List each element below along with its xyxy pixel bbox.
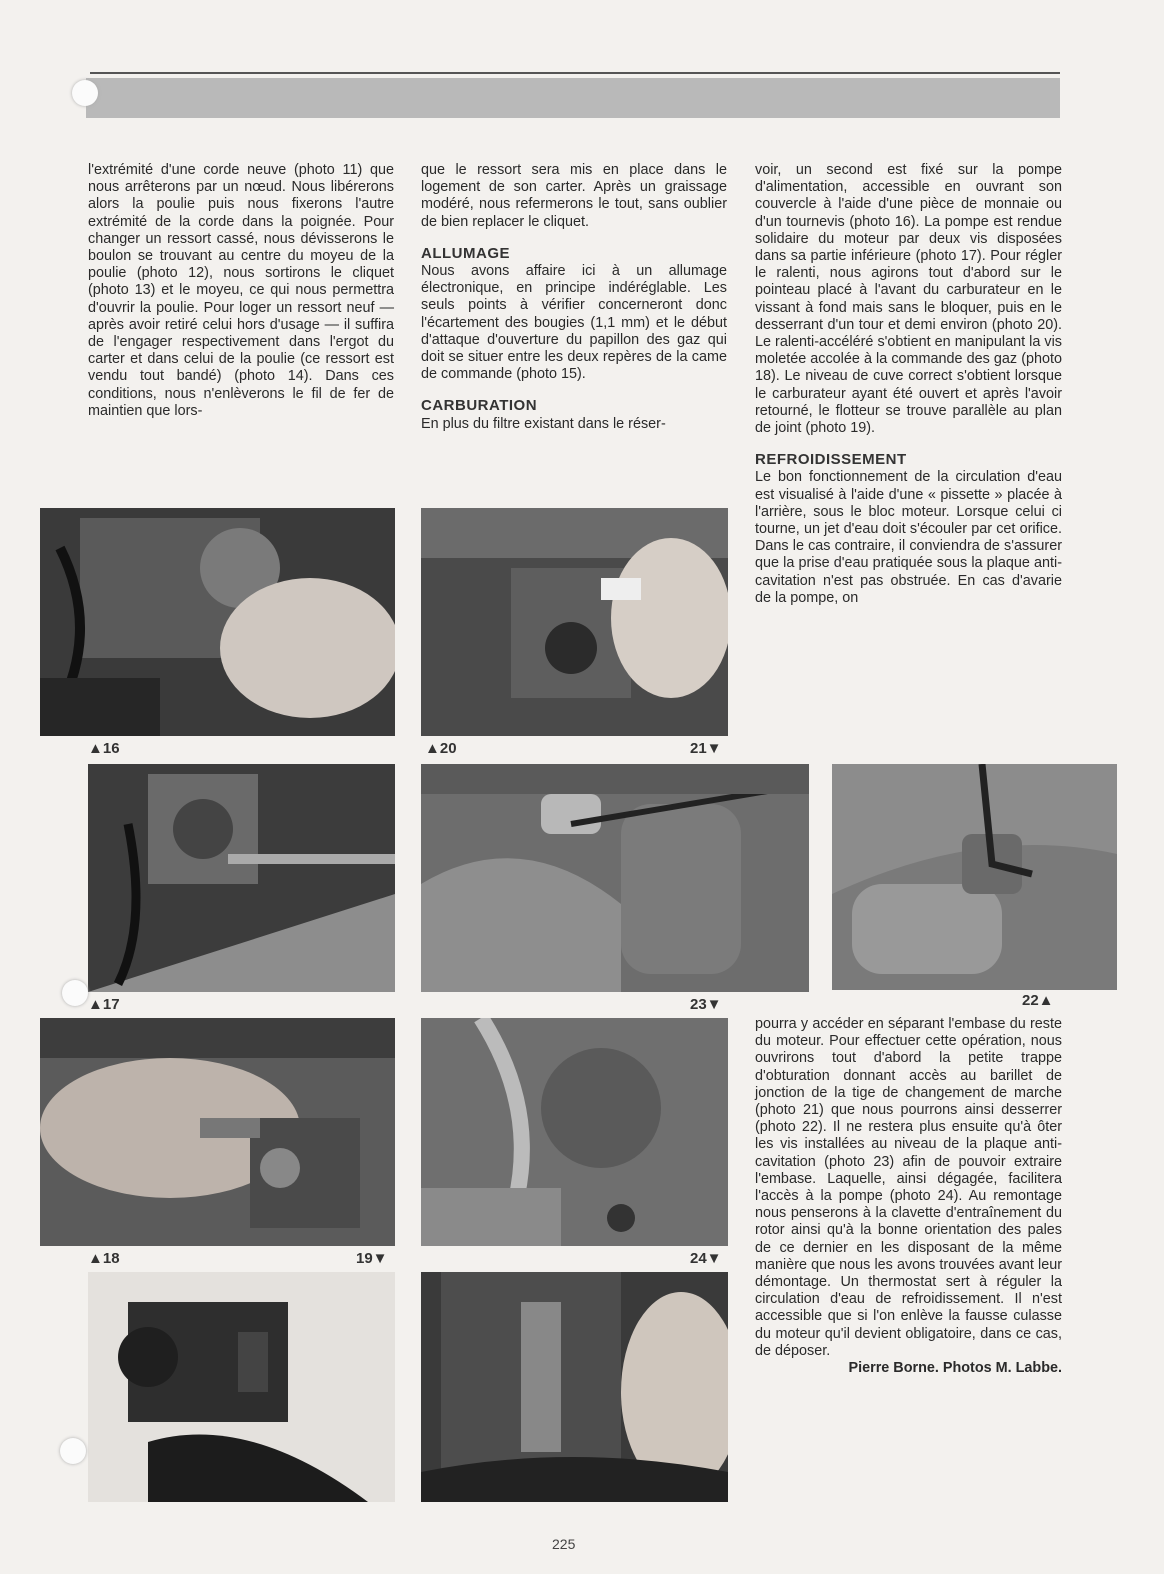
paragraph-middle-2: Nous avons affaire ici à un allumage électronique, en principe indéréglable. Les seuls points à vérifier concerneront donc l'écartement des bougies (1,1 mm) et le début d'attaque d'ouverture du papillon des gaz qui doit se situer entre les deux repères de la came de commande (photo 15). [421, 263, 727, 383]
photo-24 [421, 1018, 728, 1246]
heading-carburation: CARBURATION [421, 397, 538, 415]
photo-16 [40, 508, 395, 736]
paragraph-right-3: pourra y accéder en séparant l'embase du reste du moteur. Pour effectuer cette opération, nous ouvrirons tout d'abord la petite trappe d'obturation donnant accès au barillet de jonction de la tige de changement de marche (photo 21) que nous pourrons ainsi desserrer (photo 22). Il ne restera plus ensuite qu'à ôter les vis installées au niveau de la plaque anti-cavitation (photo 23) afin de pouvoir extraire l'embase. Laquelle, ainsi dégagée, facilitera l'accès à la pompe (photo 24). Au remontage nous penserons à la clavette d'entraînement du rotor ainsi qu'à la bonne orientation des pales de ce dernier en les disposant de la même manière que nous les avons trouvées avant leur démontage. Un thermostat sert à réguler la circulation d'eau de refroidissement. Il n'est accessible que si l'on enlève la fausse culasse du moteur qu'il devient obligatoire, dans ce cas, de déposer. [755, 1016, 1062, 1359]
text-column-right-top [755, 162, 1062, 607]
header-band [86, 78, 1060, 118]
caption-20: ▲20 [425, 740, 457, 757]
caption-21: 21▼ [690, 740, 722, 757]
text-column-right-bottom [755, 1016, 1062, 1377]
paragraph-middle-3: En plus du filtre existant dans le réser- [421, 415, 666, 432]
photo-22 [832, 764, 1117, 990]
paragraph-left: l'extrémité d'une corde neuve (photo 11) que nous arrêterons par un nœud. Nous libérerons alors la poulie puis nous fixerons l'autre extrémité de la corde dans la poignée. Pour changer un ressort cassé, nous dévisserons le boulon se trouvant au centre du moyeu de la poulie (photo 12), nous sortirons le cliquet (photo 13) et le moyeu, ce qui nous permettra d'ouvrir la poulie. Pour loger un ressort neuf — après avoir retiré celui hors d'usage — il suffira de l'engager respectivement dans l'ergot du carter et dans celui de la poulie (ce ressort est vendu tout bandé) (photo 14). Dans ces conditions, nous n'enlèverons le fil de fer de maintien que lors- [88, 162, 394, 419]
signature: Pierre Borne. Photos M. Labbe. [848, 1360, 1062, 1377]
page-number: 225 [552, 1536, 576, 1552]
photo-20 [421, 508, 728, 736]
paragraph-right-1: voir, un second est fixé sur la pompe d'alimentation, accessible en ouvrant son couvercle à l'aide d'une pièce de monnaie ou d'un tournevis (photo 16). La pompe est rendue solidaire du moteur par deux vis disposées dans sa partie inférieure (photo 17). Pour régler le ralenti, nous agirons tout d'abord sur le pointeau placé à l'avant du carburateur en le vissant à fond mais sans le bloquer, puis en le desserrant d'un tour et demi environ (photo 20). Le ralenti-accéléré s'obtient en manipulant la vis moletée accolée à la commande des gaz (photo 18). Le niveau de cuve correct s'obtient lorsque le carburateur ayant été ouvert et après l'avoir retourné, le flotteur se trouve parallèle au plan de joint (photo 19). [755, 162, 1062, 437]
photo-bottom-middle [421, 1272, 728, 1502]
photo-18 [40, 1018, 395, 1246]
caption-16: ▲16 [88, 740, 120, 757]
caption-18: ▲18 [88, 1250, 120, 1267]
heading-refroidissement: REFROIDISSEMENT [755, 451, 907, 469]
caption-23: 23▼ [690, 996, 722, 1013]
top-rule [90, 72, 1060, 74]
paragraph-middle-1: que le ressort sera mis en place dans le logement de son carter. Après un graissage modéré, nous refermerons le tout, sans oublier de bien replacer le cliquet. [421, 162, 727, 230]
punch-hole-bottom [60, 1438, 86, 1464]
text-column-left [88, 162, 394, 420]
caption-22: 22▲ [1022, 992, 1054, 1009]
caption-17: ▲17 [88, 996, 120, 1013]
text-column-middle [421, 162, 727, 433]
photo-19 [88, 1272, 395, 1502]
caption-19: 19▼ [356, 1250, 388, 1267]
photo-17 [88, 764, 395, 992]
caption-24: 24▼ [690, 1250, 722, 1267]
punch-hole-middle [62, 980, 88, 1006]
heading-allumage: ALLUMAGE [421, 244, 510, 262]
punch-hole-top [72, 80, 98, 106]
paragraph-right-2: Le bon fonctionnement de la circulation d'eau est visualisé à l'aide d'une « pissette » placée à l'arrière, sous le bloc moteur. Lorsque celui ci tourne, un jet d'eau doit s'écouler par cet orifice. Dans le cas contraire, il conviendra de s'assurer que la prise d'eau pratiquée sous la plaque anti-cavitation n'est pas obstruée. En cas d'avarie de la pompe, on [755, 469, 1062, 606]
photo-23 [421, 764, 809, 992]
